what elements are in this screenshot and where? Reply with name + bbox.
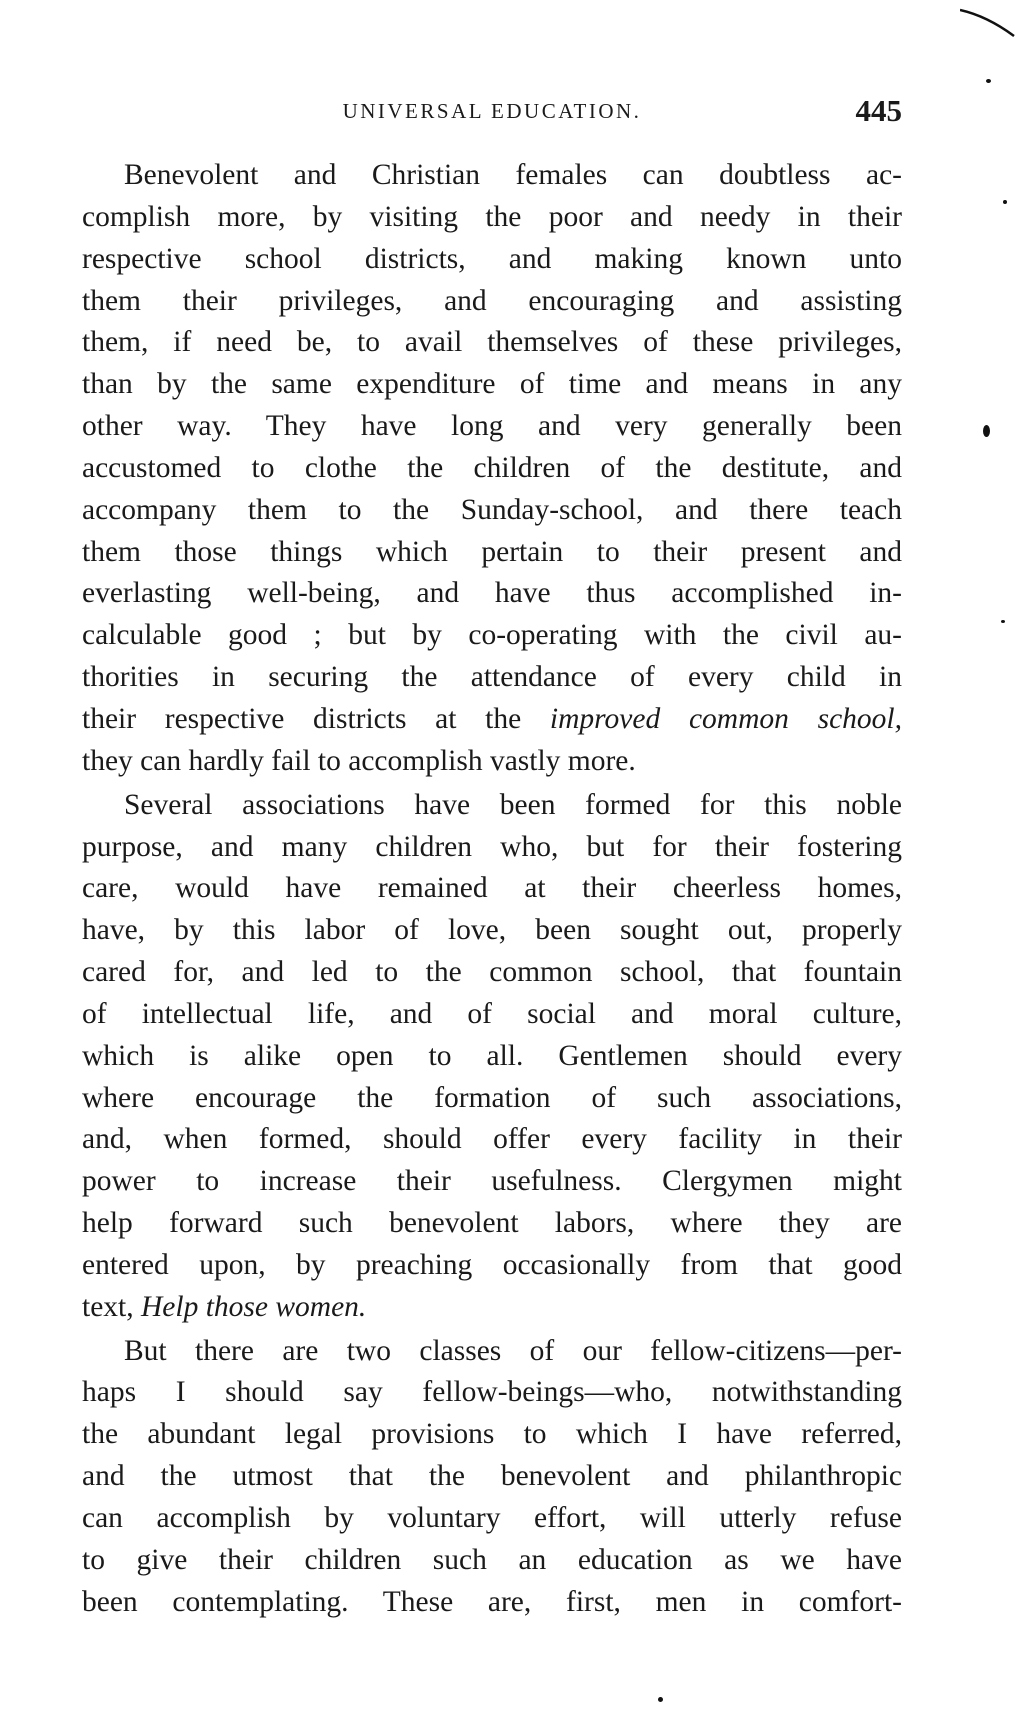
- text-line: other way. They have long and very generally been: [82, 410, 902, 443]
- text-line: they can hardly fail to accomplish vastly more.: [82, 744, 636, 777]
- text-line: But there are two classes of our fellow-citizens—per-: [124, 1334, 902, 1367]
- text-line: purpose, and many children who, but for their fostering: [82, 830, 902, 863]
- italic-phrase: improved common school,: [549, 702, 902, 735]
- text-line: the abundant legal provisions to which I have referred,: [82, 1418, 902, 1451]
- text-line: can accomplish by voluntary effort, will utterly refuse: [82, 1502, 902, 1534]
- text-line: have, by this labor of love, been sought out, properly: [82, 914, 902, 947]
- text-line: them those things which pertain to their present and: [82, 535, 902, 568]
- corner-stroke: [960, 8, 1015, 38]
- text-line: entered upon, by preaching occasionally from that good: [82, 1248, 902, 1281]
- ink-speck: [1003, 200, 1007, 204]
- text-line: everlasting well-being, and have thus accomplished in-: [82, 577, 902, 610]
- italic-phrase: Help those women.: [141, 1290, 367, 1323]
- body-text: [82, 155, 902, 1624]
- text-line: to give their children such an education as we have: [82, 1543, 902, 1576]
- ink-speck: [983, 425, 990, 437]
- page-number: 445: [855, 93, 902, 128]
- text-line: where encourage the formation of such associations,: [82, 1081, 902, 1114]
- text-line: them their privileges, and encouraging and assisting: [82, 284, 902, 317]
- text-line: cared for, and led to the common school, that fountain: [82, 956, 902, 989]
- ink-speck: [1001, 620, 1005, 623]
- text-line: power to increase their usefulness. Clergymen might: [82, 1165, 902, 1198]
- text-line: complish more, by visiting the poor and needy in their: [82, 200, 902, 233]
- text-line: help forward such benevolent labors, where they are: [82, 1207, 902, 1240]
- text-line: than by the same expenditure of time and means in any: [82, 368, 902, 401]
- text-line: and the utmost that the benevolent and philanthropic: [82, 1460, 902, 1493]
- text-line: calculable good ; but by co-operating with the civil au-: [82, 619, 902, 652]
- text-line: them, if need be, to avail themselves of these privileges,: [82, 326, 902, 359]
- text-line: accompany them to the Sunday-school, and there teach: [82, 493, 902, 526]
- text-line: been contemplating. These are, first, men in comfort-: [82, 1585, 902, 1618]
- paragraph: [82, 1331, 902, 1624]
- text-line: which is alike open to all. Gentlemen should every: [82, 1039, 902, 1072]
- paragraph: [82, 785, 902, 1329]
- text-line: Several associations have been formed for this noble: [124, 788, 902, 821]
- ink-speck: [658, 1697, 663, 1702]
- text-line: accustomed to clothe the children of the destitute, and: [82, 451, 902, 484]
- text-line: care, would have remained at their cheerless homes,: [82, 872, 902, 905]
- ink-speck: [986, 79, 991, 83]
- text-span: text,: [82, 1290, 134, 1323]
- text-line: respective school districts, and making known unto: [82, 242, 902, 275]
- text-line: haps I should say fellow-beings—who, notwithstanding: [82, 1376, 902, 1409]
- text-line: and, when formed, should offer every facility in their: [82, 1123, 902, 1156]
- paragraph: [82, 155, 902, 783]
- text-line-with-italic: [82, 699, 902, 741]
- running-title: UNIVERSAL EDUCATION.: [342, 99, 642, 123]
- text-line-with-italic: [82, 1287, 902, 1329]
- page-header: [82, 93, 902, 129]
- text-line: of intellectual life, and of social and moral culture,: [82, 997, 902, 1030]
- text-span: their respective districts at the: [82, 702, 522, 735]
- text-line: Benevolent and Christian females can doubtless ac-: [124, 159, 902, 191]
- text-line: thorities in securing the attendance of every child in: [82, 661, 902, 694]
